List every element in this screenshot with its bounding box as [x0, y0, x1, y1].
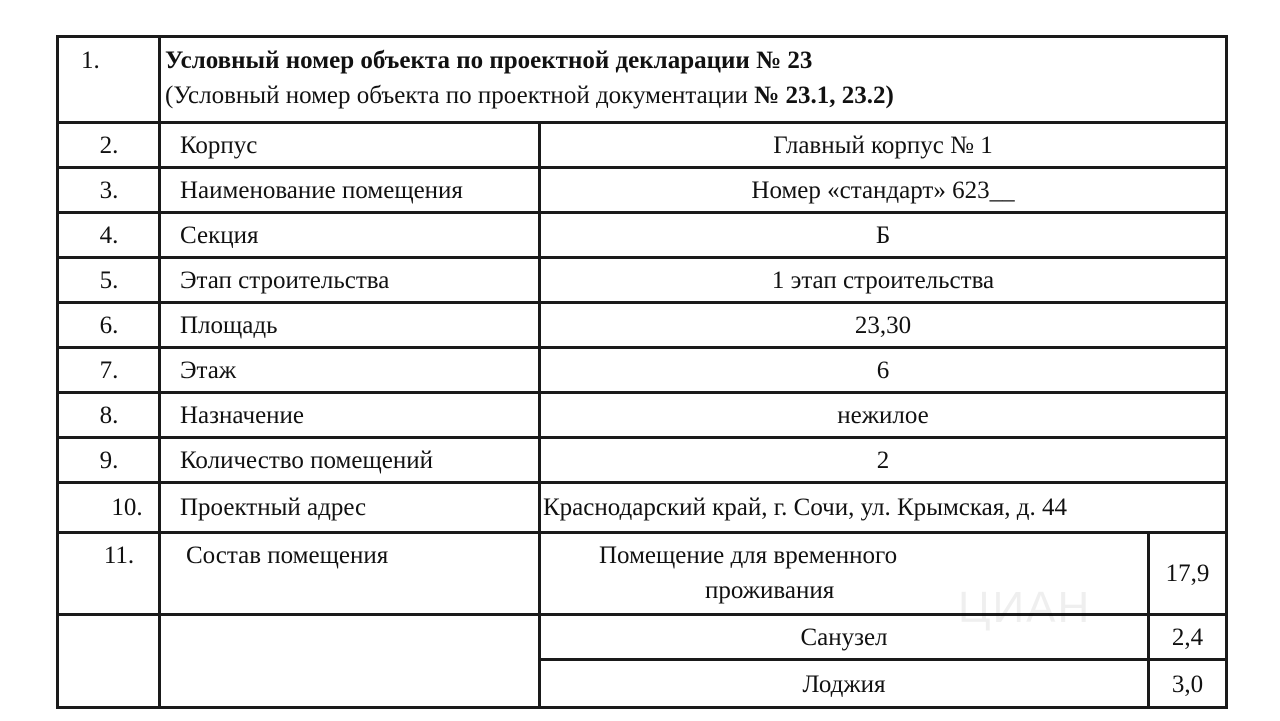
row-number: 3.	[99, 177, 119, 204]
room-name: Помещение для временного	[599, 542, 898, 569]
row-divider	[59, 481, 1225, 484]
row-label: Проектный адрес	[180, 494, 367, 521]
object-subtitle	[165, 81, 894, 111]
row-label: Наименование помещения	[180, 177, 463, 204]
row-number: 10.	[111, 494, 143, 521]
row-number: 11.	[103, 542, 135, 569]
row-divider	[59, 391, 1225, 394]
room-name: Лоджия	[802, 671, 886, 698]
row-label: Назначение	[180, 402, 305, 429]
row-value: Главный корпус № 1	[773, 132, 993, 159]
object-title: Условный номер объекта по проектной декларации № 23	[165, 47, 813, 74]
row-divider	[59, 346, 1225, 349]
row-divider	[59, 121, 1225, 124]
row-number: 4.	[99, 222, 119, 249]
row-number: 1.	[81, 47, 100, 74]
row-number: 8.	[99, 402, 119, 429]
row-label: Этаж	[180, 357, 237, 384]
object-subtitle-text: (Условный номер объекта по проектной документации	[165, 82, 755, 109]
row-value: нежилое	[837, 402, 929, 429]
row-value: Б	[875, 222, 891, 249]
row-divider	[59, 436, 1225, 439]
room-area: 2,4	[1171, 624, 1204, 651]
room-area: 17,9	[1165, 560, 1210, 587]
row-number: 6.	[99, 312, 119, 339]
row-label: Площадь	[180, 312, 278, 339]
row-number: 7.	[99, 357, 119, 384]
row-value: 2	[876, 447, 890, 474]
row-label: Этап строительства	[180, 267, 390, 294]
row-value: Краснодарский край, г. Сочи, ул. Крымская, д. 44	[543, 494, 1067, 521]
row-label: Корпус	[180, 132, 258, 159]
row-divider	[59, 166, 1225, 169]
row-divider	[59, 531, 1225, 534]
row-number: 2.	[99, 132, 119, 159]
row-value: 6	[876, 357, 890, 384]
row-label: Количество помещений	[180, 447, 433, 474]
object-subtitle-numbers: № 23.1, 23.2)	[754, 82, 894, 109]
room-name: проживания	[705, 577, 835, 604]
room-area: 3,0	[1171, 671, 1204, 698]
row-divider	[59, 301, 1225, 304]
row-divider	[538, 658, 1225, 661]
row-value: 1 этап строительства	[771, 267, 995, 294]
row-label: Состав помещения	[186, 542, 389, 569]
row-number: 9.	[99, 447, 119, 474]
room-name: Санузел	[800, 624, 888, 651]
row-number: 5.	[99, 267, 119, 294]
row-divider	[59, 211, 1225, 214]
watermark-logo: ЦИАН	[958, 583, 1092, 632]
row-divider	[59, 256, 1225, 259]
row-value: Номер «стандарт» 623__	[751, 177, 1015, 204]
row-label: Секция	[180, 222, 259, 249]
row-value: 23,30	[854, 312, 912, 339]
